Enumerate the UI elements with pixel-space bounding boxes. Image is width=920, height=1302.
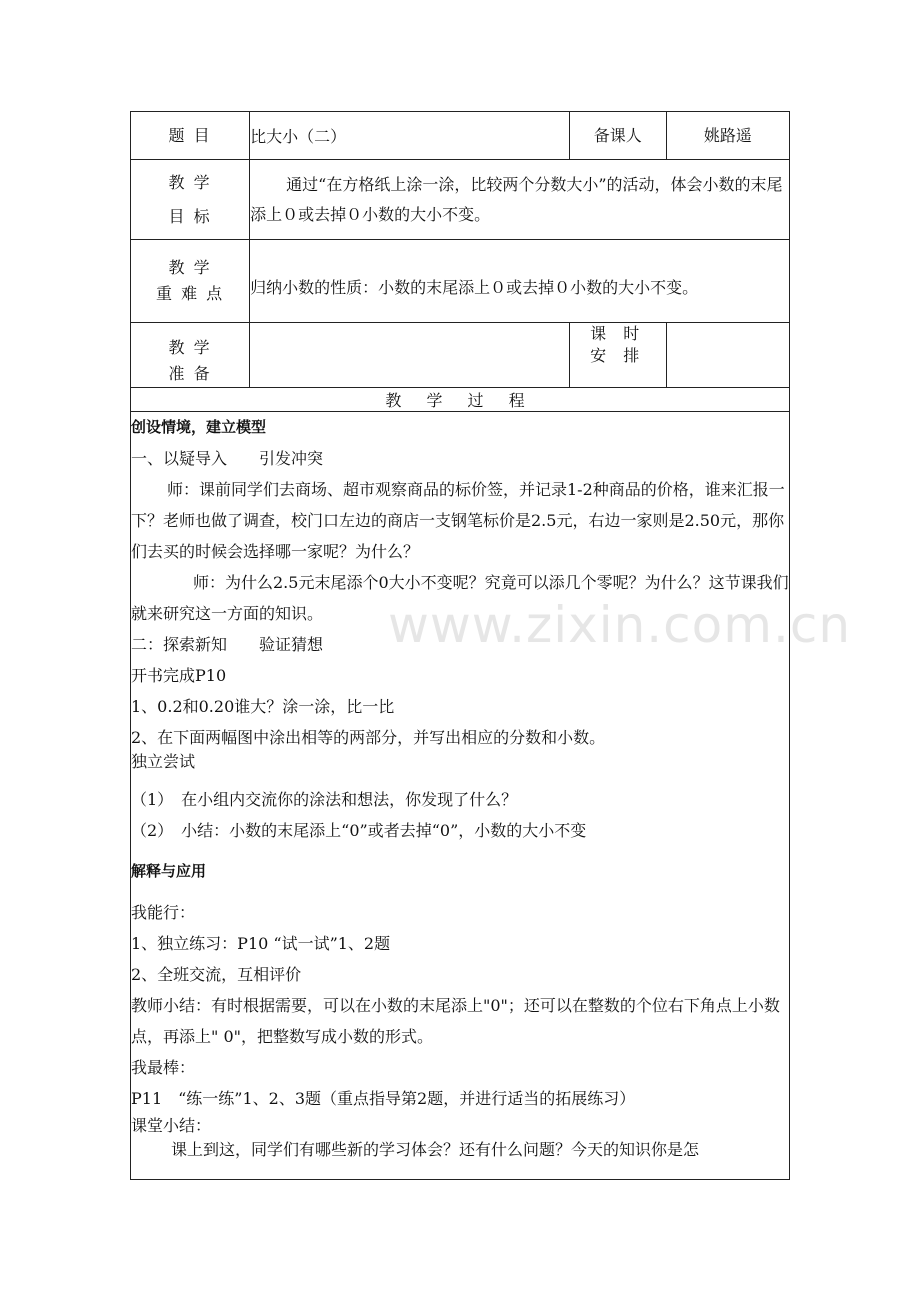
preparer-label: 备课人 [569, 112, 666, 160]
section1-subtitle: 一、以疑导入 引发冲突 [131, 449, 324, 468]
section2-subtitle: 二：探索新知 验证猜想 [131, 635, 324, 654]
preparer-value: 姚路遥 [666, 112, 789, 160]
line-13: 课堂小结： [131, 1116, 212, 1135]
hours-label-line1: 课 时 [590, 324, 646, 343]
line-11: 我最棒： [131, 1058, 196, 1077]
line-9: 2、全班交流，互相评价 [131, 965, 302, 984]
line-12: P11 “练一练”1、2、3题（重点指导第2题，并进行适当的拓展练习） [131, 1089, 636, 1108]
goals-row [131, 160, 790, 240]
difficulty-text: 归纳小数的性质：小数的末尾添上０或去掉０小数的大小不变。 [250, 240, 790, 323]
lesson-plan-table [130, 111, 790, 1180]
difficulty-label-line1: 教 学 [168, 258, 212, 277]
line-3: 2、在下面两幅图中涂出相等的两部分，并写出相应的分数和小数。 [131, 728, 606, 747]
line-7: 我能行： [131, 903, 196, 922]
difficulty-label-line2: 重 难 点 [155, 284, 225, 303]
topic-value: 比大小（二） [250, 112, 569, 160]
process-content [131, 412, 790, 1180]
process-header: 教 学 过 程 [131, 388, 790, 412]
preparation-label-line1: 教 学 [168, 338, 212, 357]
hours-value [666, 323, 789, 388]
hours-label-line2: 安 排 [590, 346, 646, 365]
line-14: 课上到这，同学们有哪些新的学习体会？还有什么问题？今天的知识你是怎 [171, 1140, 700, 1159]
difficulty-label [131, 240, 250, 323]
line-1: 开书完成P10 [131, 666, 227, 685]
watermark: www.zixin.com.cn [388, 596, 852, 654]
hours-label [569, 323, 666, 388]
paragraph-1: 师：课前同学们去商场、超市观察商品的标价签，并记录1-2种商品的价格，谁来汇报一下？老师也做了调查，校门口左边的商店一支钢笔标价是2.5元，右边一家则是2.50元，那你们去买的时候会选择哪一家呢？为什么？ [131, 480, 785, 561]
line-6: （2） 小结：小数的末尾添上“0”或者去掉“0”，小数的大小不变 [131, 821, 587, 840]
paragraph-2: 师：为什么2.5元末尾添个0大小不变呢？究竟可以添几个零呢？为什么？这节课我们就来研究这一方面的知识。 [131, 573, 789, 623]
line-8: 1、独立练习：P10 “试一试”1、2题 [131, 934, 391, 953]
goals-label [131, 160, 250, 240]
section3-title: 解释与应用 [131, 862, 207, 880]
preparation-label-line2: 准 备 [168, 364, 212, 383]
line-10: 教师小结：有时根据需要，可以在小数的末尾添上"0"；还可以在整数的个位右下角点上小数点，再添上" 0"，把整数写成小数的形式。 [131, 996, 780, 1046]
difficulty-row [131, 240, 790, 323]
line-4: 独立尝试 [131, 752, 196, 771]
goals-text: 通过“在方格纸上涂一涂，比较两个分数大小”的活动，体会小数的末尾添上０或去掉０小数的大小不变。 [250, 160, 790, 240]
goals-label-line2: 目 标 [168, 206, 212, 226]
preparation-value [250, 323, 569, 388]
goals-label-line1: 教 学 [168, 172, 212, 192]
section1-title: 创设情境，建立模型 [131, 418, 267, 436]
topic-row [131, 112, 790, 160]
preparation-label [131, 323, 250, 388]
line-5: （1） 在小组内交流你的涂法和想法，你发现了什么？ [131, 790, 518, 809]
topic-label: 题 目 [131, 112, 250, 160]
process-header-row [131, 388, 790, 412]
line-2: 1、0.2和0.20谁大？涂一涂，比一比 [131, 697, 395, 716]
process-row [131, 412, 790, 1180]
preparation-row [131, 323, 790, 388]
